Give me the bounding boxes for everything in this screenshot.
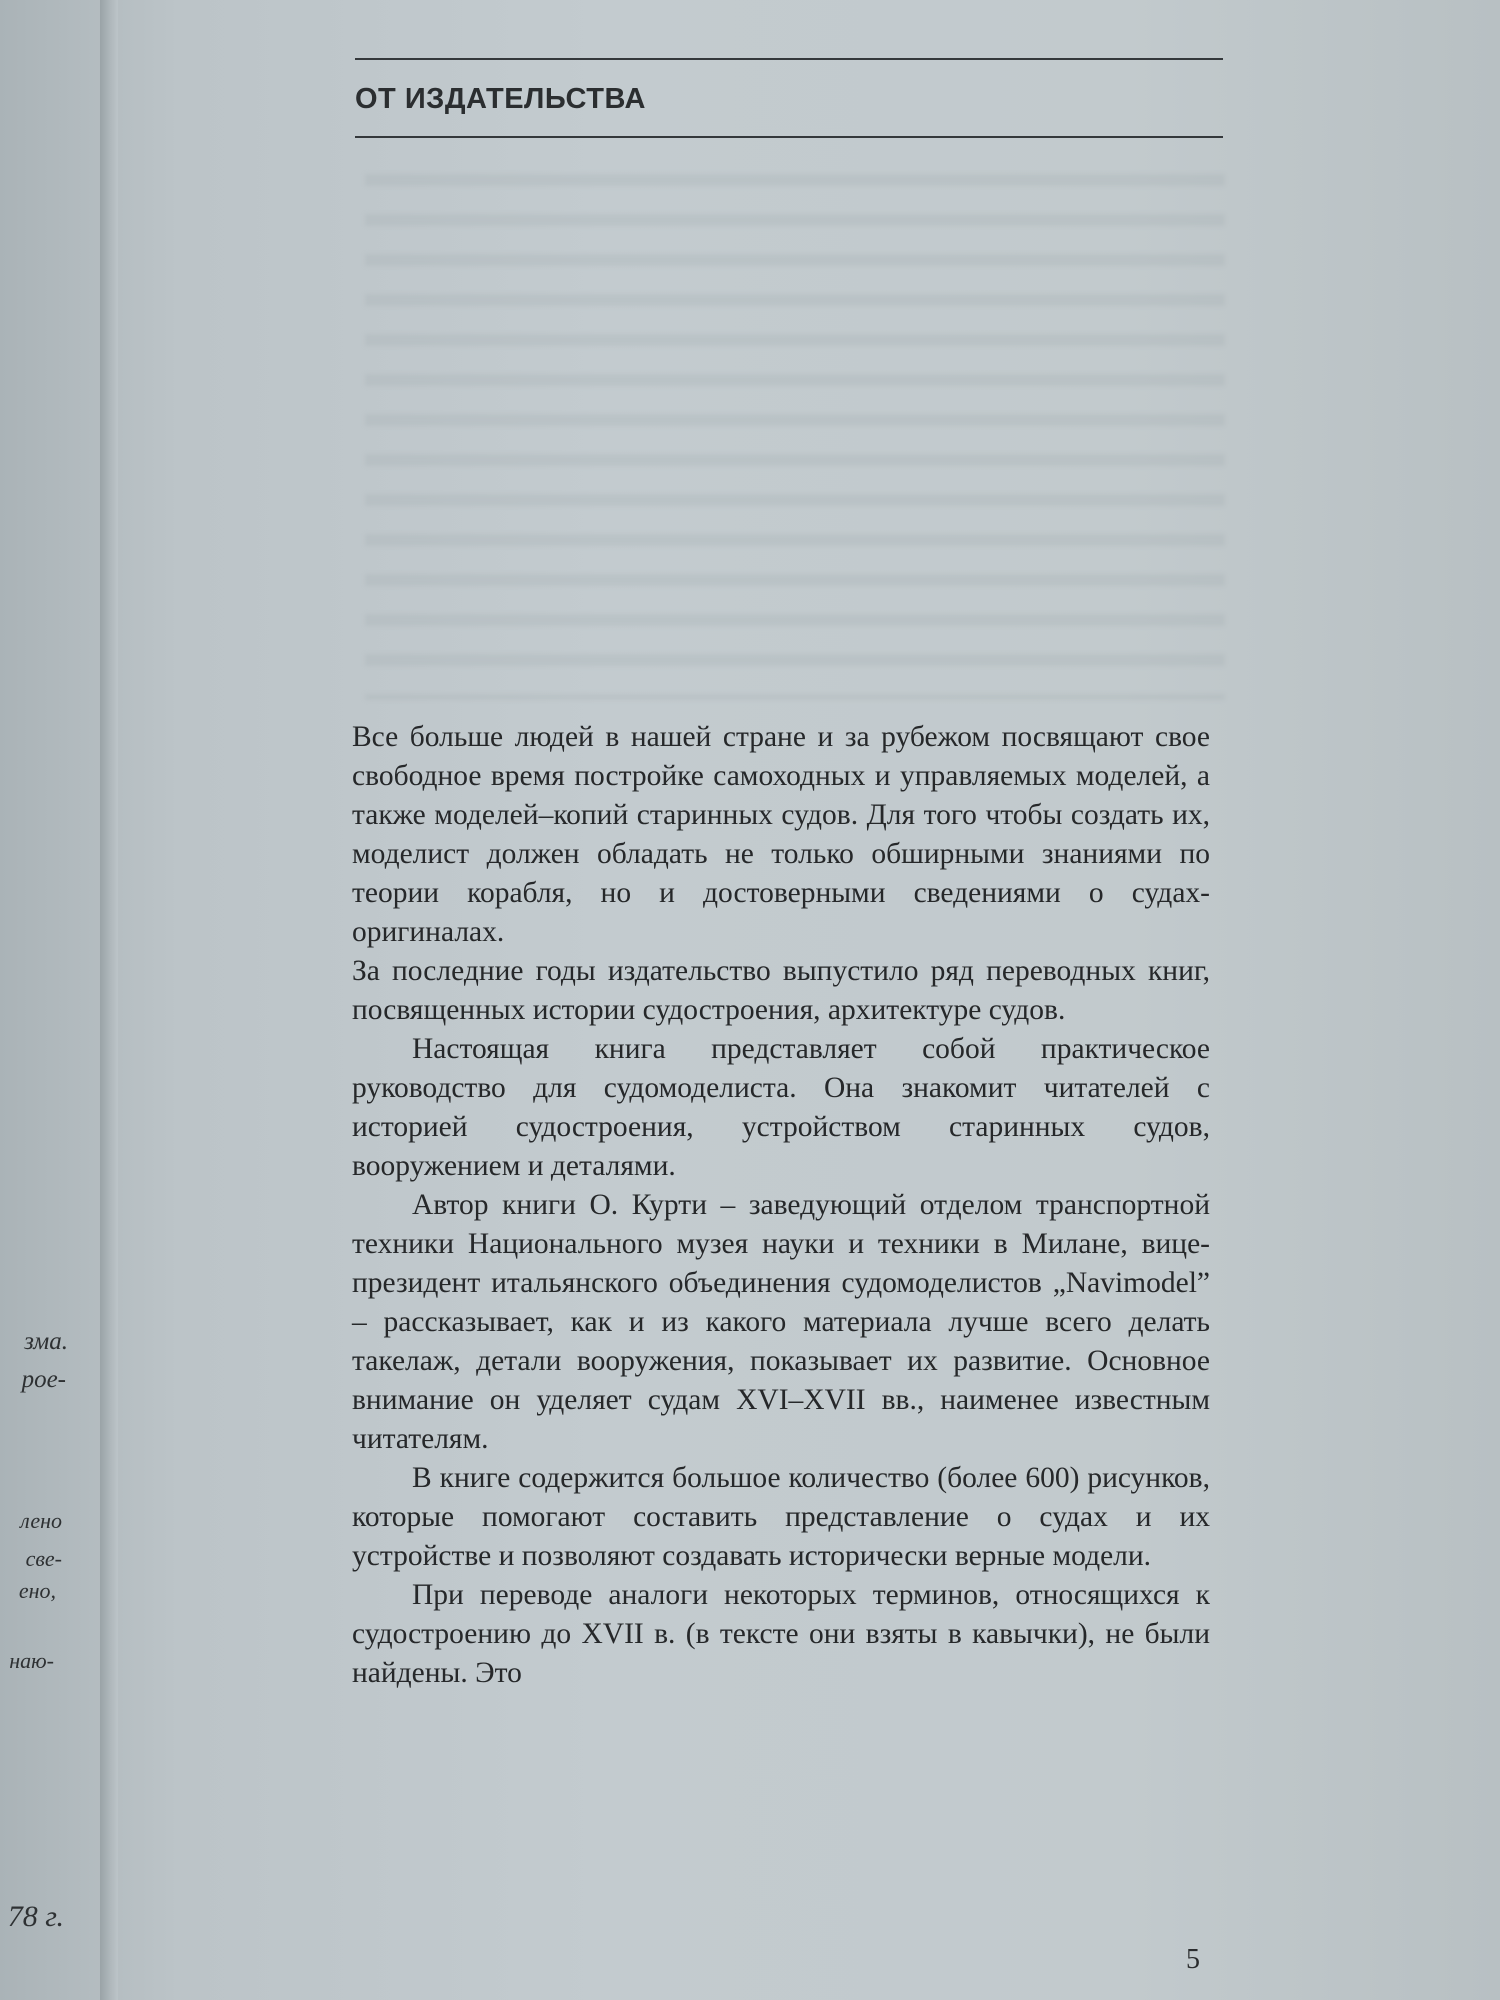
body-text [352,718,1210,1693]
paragraph: При переводе аналоги некоторых терминов, относящихся к судостроению до XVII в. (в тексте они взяты в кавычки), не были найдены. Это [352,1579,1210,1689]
section-heading: ОТ ИЗДАТЕЛЬСТВА [355,83,646,115]
top-rule [355,58,1223,60]
margin-fragment: ено, [18,1578,56,1603]
paragraph: Все больше людей в нашей стране и за рубежом посвящают свое свободное время постройке самоходных и управляемых моделей, а также моделей–копий старинных судов. Для того чтобы создать их, моделист должен обладать не только обширными знаниями по теории корабля, но и достоверными сведениями о судах-оригиналах. [352,721,1210,948]
paragraph: Настоящая книга представляет собой практическое руководство для судомоделиста. Она знакомит читателей с историей судостроения, устройством старинных судов, вооружением и деталями. [352,1033,1210,1182]
book-gutter [100,0,118,2000]
margin-fragment: наю- [9,1648,54,1673]
facing-page-edge [0,0,100,2000]
paragraph: Автор книги О. Курти – заведующий отделом транспортной техники Национального музея науки и техники в Милане, вице-президент итальянского объединения судомоделистов „Navimodel” – рассказывает, как и из какого материала лучше всего делать такелаж, детали вооружения, показывает их развитие. Основное внимание он уделяет судам XVI–XVII вв., наименее известным читателям. [352,1189,1210,1455]
margin-fragment: рое- [21,1366,66,1393]
margin-fragment: зма. [24,1328,68,1355]
heading-underline-rule [355,136,1223,138]
margin-fragment: лено [20,1508,62,1533]
paragraph: В книге содержится большое количество (более 600) рисунков, которые помогают составить представление о судах и их устройстве и позволяют создавать исторически верные модели. [352,1462,1210,1572]
page-number: 5 [1186,1944,1200,1975]
show-through-text [365,160,1225,700]
margin-fragment: 78 г. [7,1900,64,1933]
paragraph: За последние годы издательство выпустило ряд переводных книг, посвященных истории судостроения, архитектуре судов. [352,955,1210,1026]
margin-fragment: све- [25,1546,62,1571]
